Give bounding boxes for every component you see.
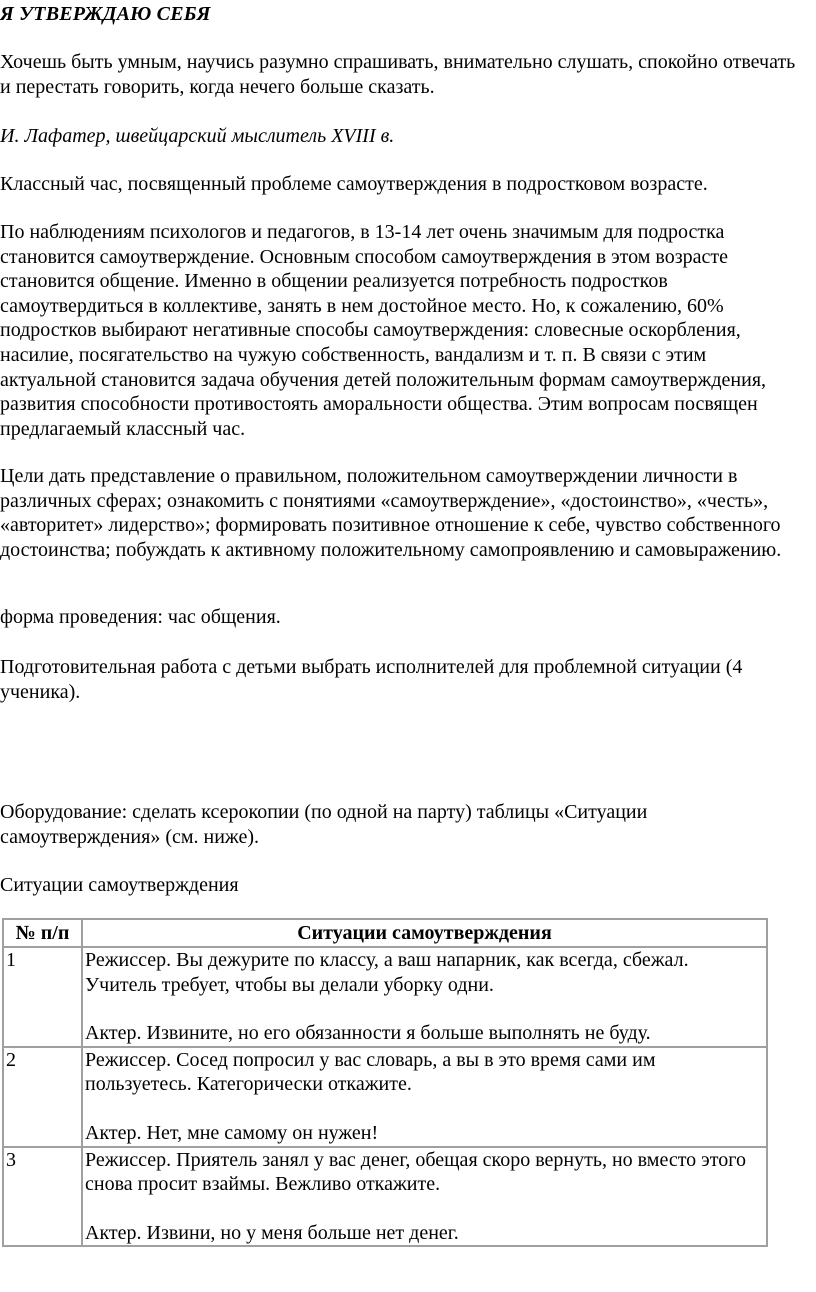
actor-line: Актер. Извините, но его обязанности я больше выполнять не буду.: [85, 1022, 651, 1045]
epigraph-author: И. Лафатер, швейцарский мыслитель XVIII в.: [0, 125, 395, 147]
form-paragraph: форма проведения: час общения.: [0, 606, 281, 628]
table-header-row: [3, 919, 767, 947]
situation-cell: [82, 947, 767, 1047]
director-line: Режиссер. Сосед попросил у вас словарь, а вы в это время сами им пользуетесь. Категорически откажите.: [85, 1048, 656, 1096]
situations-table: [2, 918, 768, 1247]
goals-paragraph: Цели дать представление о правильном, положительном самоутверждении личности в различных сферах; ознакомить с понятиями «самоутверждение», «достоинство», «честь», «авторитет» лидерство»; формировать позитивное отношение к себе, чувство собственного достоинства; побуждать к активному положительному самопроявлению и самовыражению.: [0, 465, 782, 561]
document-title: Я УТВЕРЖДАЮ СЕБЯ: [0, 3, 211, 25]
epigraph-text: Хочешь быть умным, научись разумно спрашивать, внимательно слушать, спокойно отвечать и перестать говорить, когда нечего больше сказать.: [0, 51, 796, 98]
column-header-situations: Ситуации самоутверждения: [82, 919, 767, 947]
table-row: [3, 947, 767, 1047]
actor-line: Актер. Извини, но у меня больше нет денег.: [85, 1221, 459, 1244]
equipment-paragraph: Оборудование: сделать ксерокопии (по одной на парту) таблицы «Ситуации самоутверждения» (см. ниже).: [0, 801, 648, 848]
situation-cell: [82, 1147, 767, 1247]
table-caption: Ситуации самоутверждения: [0, 874, 239, 896]
document-subtitle: Классный час, посвященный проблеме самоутверждения в подростковом возрасте.: [0, 173, 708, 195]
column-header-number: № п/п: [3, 919, 82, 947]
preparation-paragraph: Подготовительная работа с детьми выбрать исполнителей для проблемной ситуации (4 ученика).: [0, 656, 743, 703]
situation-cell: [82, 1047, 767, 1147]
actor-line: Актер. Нет, мне самому он нужен!: [85, 1121, 379, 1144]
intro-paragraph: По наблюдениям психологов и педагогов, в 13-14 лет очень значимым для подростка становится самоутверждение. Основным способом самоутверждения в этом возрасте становится общение. Именно в общении реализуется потребность подростков самоутвердиться в коллективе, занять в нем достойное место. Но, к сожалению, 60% подростков выбирают негативные способы самоутверждения: словесные оскорбления, насилие, посягательство на чужую собственность, вандализм и т. п. В связи с этим актуальной становится задача обучения детей положительным формам самоутверждения, развития способности противостоять аморальности общества. Этим вопросам посвящен предлагаемый классный час.: [0, 221, 767, 440]
row-number: 3: [3, 1147, 82, 1247]
row-number: 2: [3, 1047, 82, 1147]
director-line: Режиссер. Вы дежурите по классу, а ваш напарник, как всегда, сбежал. Учитель требует, чтобы вы делали уборку одни.: [85, 949, 689, 996]
row-number: 1: [3, 947, 82, 1047]
director-line: Режиссер. Приятель занял у вас денег, обещая скоро вернуть, но вместо этого снова просит взаймы. Вежливо откажите.: [85, 1148, 746, 1196]
table-row: [3, 1047, 767, 1147]
table-row: [3, 1147, 767, 1247]
